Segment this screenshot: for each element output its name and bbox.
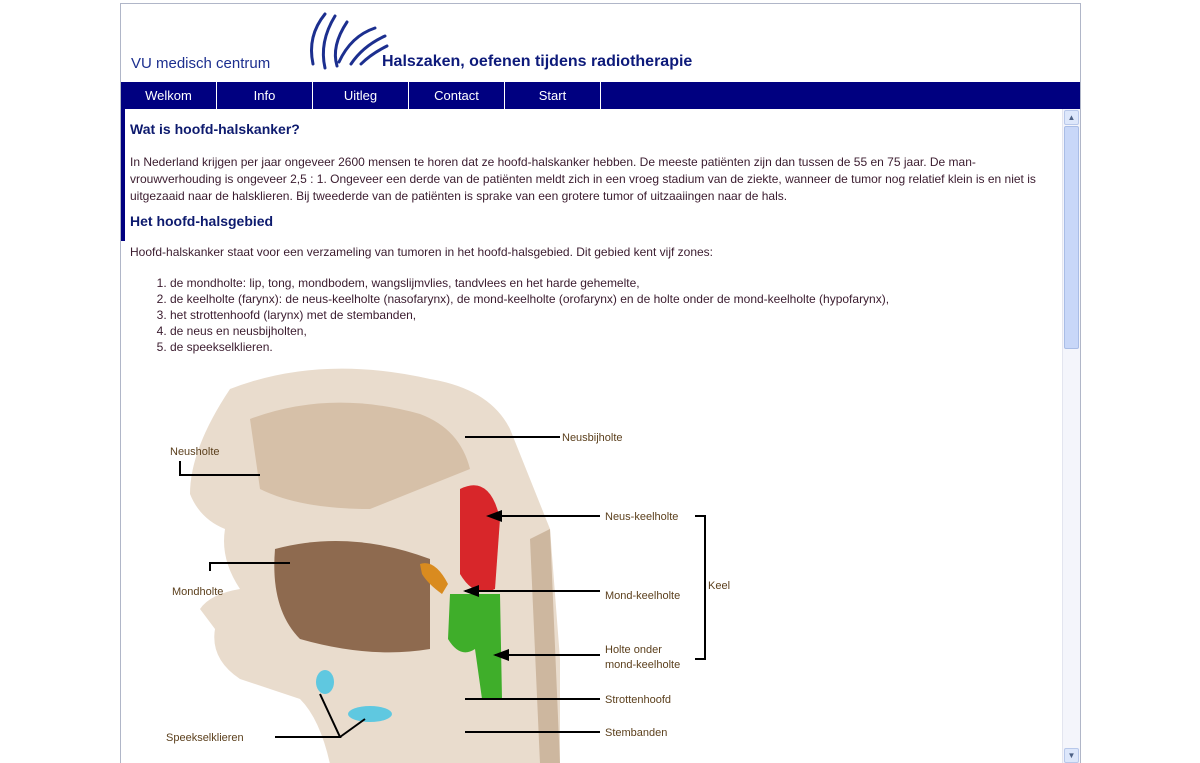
label-stembanden: Stembanden	[605, 727, 668, 739]
nav-start[interactable]: Start	[505, 82, 601, 109]
label-mondholte: Mondholte	[172, 586, 224, 598]
label-neuskeelholte: Neus-keelholte	[605, 511, 679, 523]
list-item: 4. de neus en neusbijholten,	[170, 323, 889, 339]
list-item: 2. de keelholte (farynx): de neus-keelholte (nasofarynx), de mond-keelholte (orofarynx) en de holte onder de mond-keelholte (hypofarynx),	[170, 291, 889, 307]
label-speekselklieren: Speekselklieren	[166, 732, 244, 744]
label-keel: Keel	[708, 580, 730, 592]
site-title: Halszaken, oefenen tijdens radiotherapie	[382, 53, 693, 70]
main-nav	[121, 82, 1080, 109]
label-neusbijholte: Neusbijholte	[562, 432, 623, 444]
tongue-shape	[274, 541, 430, 652]
nav-info[interactable]: Info	[217, 82, 313, 109]
browser-frame	[120, 3, 1081, 763]
list-item: 3. het strottenhoofd (larynx) met de stembanden,	[170, 307, 889, 323]
label-holte-1: Holte onder	[605, 644, 662, 656]
main-content	[130, 109, 1060, 763]
nav-uitleg[interactable]: Uitleg	[313, 82, 409, 109]
list-item: 5. de speekselklieren.	[170, 339, 889, 355]
heading-area: Het hoofd-halsgebied	[130, 213, 274, 229]
label-mondkeelholte: Mond-keelholte	[605, 590, 681, 602]
label-holte-2: mond-keelholte	[605, 659, 681, 671]
salivary-gland-2	[348, 706, 392, 722]
label-strottenhoofd: Strottenhoofd	[605, 694, 672, 706]
list-item: 1. de mondholte: lip, tong, mondbodem, wangslijmvlies, tandvlees en het harde gehemelte,	[170, 275, 889, 291]
vumc-logo-icon	[301, 6, 391, 76]
scroll-thumb[interactable]	[1064, 126, 1079, 349]
intro-paragraph: In Nederland krijgen per jaar ongeveer 2600 mensen te horen dat ze hoofd-halskanker hebben. De meeste patiënten zijn dan tussen de 55 en 75 jaar. De man-vrouwverhouding is ongeveer 2,5 : 1. Ongeveer een derde van de patiënten meldt zich in een vroeg stadium van de ziekte, wanneer de tumor nog relatief klein is en niet is uitgezaaid naar de halsklieren. Bij tweederde van de patiënten is sprake van een grotere tumor of uitzaaiingen naar de hals.	[130, 155, 1036, 203]
scroll-up-icon[interactable]: ▲	[1064, 110, 1079, 125]
vertical-scrollbar[interactable]	[1062, 109, 1080, 763]
header	[121, 4, 1080, 83]
salivary-gland-1	[316, 670, 334, 694]
accent-bar	[121, 109, 125, 241]
heading-what-is: Wat is hoofd-halskanker?	[130, 121, 300, 137]
label-neusholte: Neusholte	[170, 446, 220, 458]
zones-paragraph: Hoofd-halskanker staat voor een verzameling van tumoren in het hoofd-halsgebied. Dit gebied kent vijf zones:	[130, 245, 714, 259]
zones-list	[130, 275, 889, 355]
logo-text: VU medisch centrum	[131, 55, 271, 72]
nav-welkom[interactable]: Welkom	[121, 82, 217, 109]
anatomy-diagram	[130, 359, 730, 763]
scroll-down-icon[interactable]: ▼	[1064, 748, 1079, 763]
nasopharynx-region	[460, 485, 500, 592]
nav-contact[interactable]: Contact	[409, 82, 505, 109]
